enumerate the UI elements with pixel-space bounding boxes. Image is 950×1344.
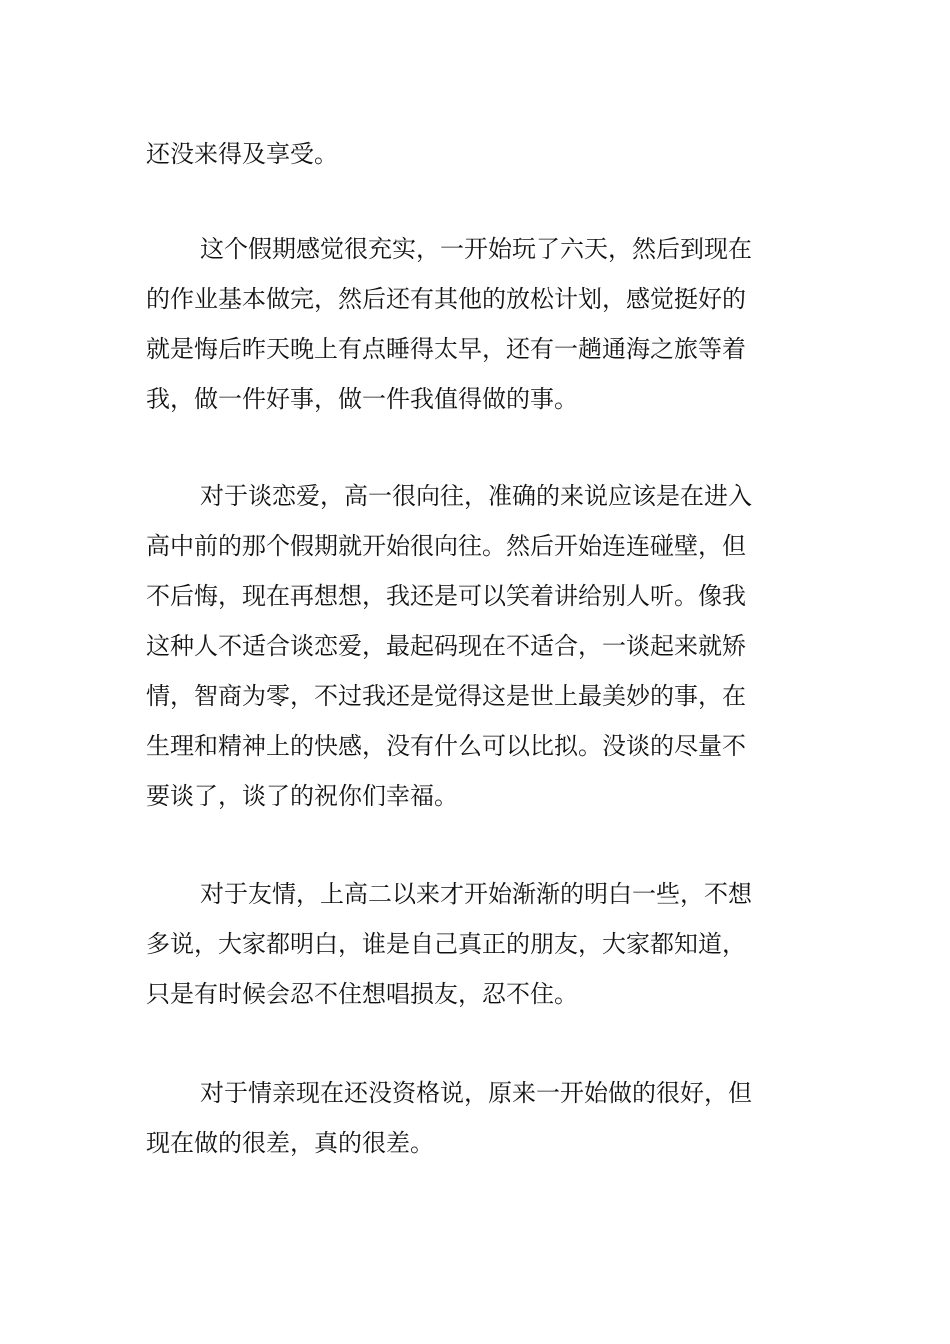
text-line: 的作业基本做完，然后还有其他的放松计划，感觉挺好的 bbox=[146, 285, 746, 313]
text-line: 对于友情，上高二以来才开始渐渐的明白一些，不想 bbox=[200, 880, 752, 908]
text-line: 对于情亲现在还没资格说，原来一开始做的很好，但 bbox=[200, 1079, 752, 1107]
paragraph-continuation bbox=[146, 129, 808, 179]
paragraph-vacation bbox=[146, 224, 808, 424]
paragraph-family bbox=[146, 1068, 808, 1168]
text-line: 只是有时候会忍不住想唱损友，忍不住。 bbox=[146, 980, 578, 1008]
text-line: 我，做一件好事，做一件我值得做的事。 bbox=[146, 385, 578, 413]
text-line: 高中前的那个假期就开始很向往。然后开始连连碰壁，但 bbox=[146, 532, 746, 560]
text-line: 还没来得及享受。 bbox=[146, 140, 338, 168]
paragraph-friendship bbox=[146, 869, 808, 1019]
text-line: 现在做的很差，真的很差。 bbox=[146, 1129, 434, 1157]
text-line: 不后悔，现在再想想，我还是可以笑着讲给别人听。像我 bbox=[146, 582, 746, 610]
paragraph-love bbox=[146, 471, 808, 821]
text-line: 情，智商为零，不过我还是觉得这是世上最美妙的事，在 bbox=[146, 682, 746, 710]
text-line: 多说，大家都明白，谁是自己真正的朋友，大家都知道， bbox=[146, 930, 746, 958]
text-line: 对于谈恋爱，高一很向往，准确的来说应该是在进入 bbox=[200, 482, 752, 510]
text-line: 就是悔后昨天晚上有点睡得太早，还有一趟通海之旅等着 bbox=[146, 335, 746, 363]
text-line: 这个假期感觉很充实，一开始玩了六天，然后到现在 bbox=[200, 235, 752, 263]
text-line: 这种人不适合谈恋爱，最起码现在不适合，一谈起来就矫 bbox=[146, 632, 746, 660]
text-line: 生理和精神上的快感，没有什么可以比拟。没谈的尽量不 bbox=[146, 732, 746, 760]
text-line: 要谈了，谈了的祝你们幸福。 bbox=[146, 782, 458, 810]
